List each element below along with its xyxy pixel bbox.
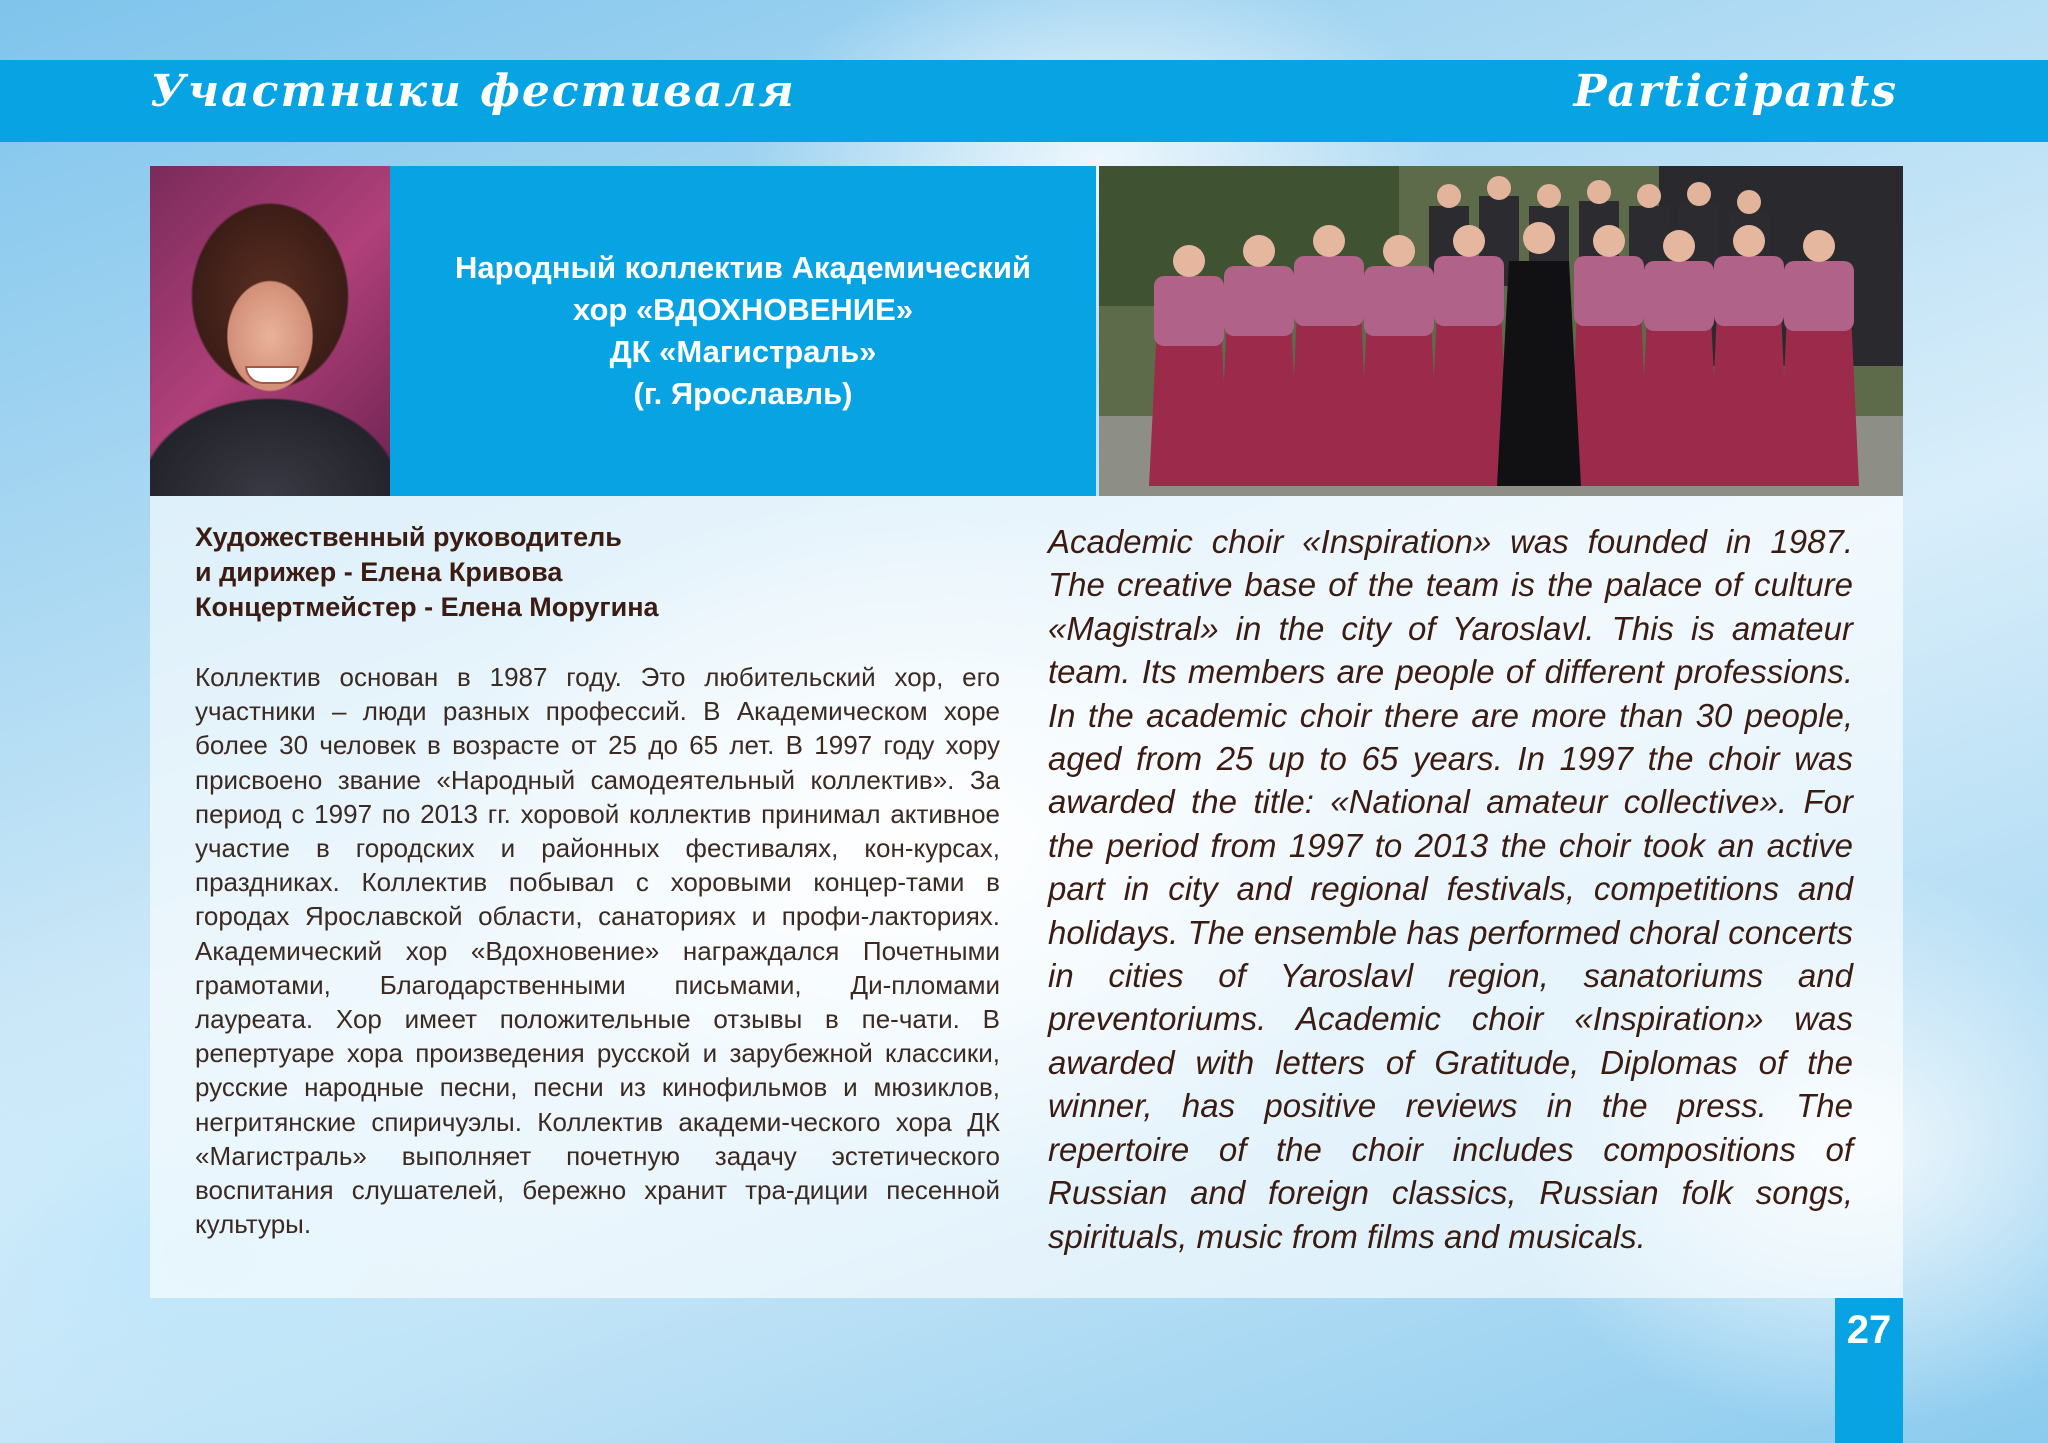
ensemble-title-line: (г. Ярославль) [633,376,853,411]
ensemble-title-line: Народный коллектив Академический [455,250,1031,285]
header-title-en: Participants [1573,66,1898,117]
credits-line: Художественный руководитель [195,522,622,552]
description-en: Academic choir «Inspiration» was founded in 1987. The creative base of the team is the palace of culture «Magistral» in the city of Yaroslavl. This is amateur team. Its members are people of different professions. In the academic choir there are more than 30 people, aged from 25 up to 65 years. In 1997 the choir was awarded the title: «National amateur collective». For the period from 1997 to 2013 the choir took an active part in city and regional festivals, competitions and holidays. The ensemble has performed choral concerts in cities of Yaroslavl region, sanatoriums and preventoriums. Academic choir «Inspiration» was awarded with letters of Gratitude, Diplomas of the winner, has positive reviews in the press. The repertoire of the choir includes compositions of Russian and foreign classics, Russian folk songs, spirituals, music from films and musicals. [1048,523,1853,1255]
description-ru: Коллектив основан в 1987 году. Это любительский хор, его участники – люди разных профессий. В Академическом хоре более 30 человек в возрасте от 25 до 65 лет. В 1997 году хору присвоено звание «Народный самодеятельный коллектив». За период с 1997 по 2013 гг. хоровой коллектив принимал активное участие в городских и районных фестивалях, кон-курсах, праздниках. Коллектив побывал с хоровыми концер-тами в городах Ярославской области, санаториях и профи-лакториях. Академический хор «Вдохновение» награждался Почетными грамотами, Благодарственными письмами, Ди-пломами лауреата. Хор имеет положительные отзывы в пе-чати. В репертуаре хора произведения русской и зарубежной классики, русские народные песни, песни из кинофильмов и мюзиклов, негритянские спиричуэлы. Коллектив академи-ческого хора ДК «Магистраль» выполняет почетную задачу эстетического воспитания слушателей, бережно хранит тра-диции песенной культуры. [195,662,1000,1240]
ensemble-title-box [390,166,1096,496]
ensemble-title-line: ДК «Магистраль» [609,334,877,369]
choir-group-photo [1099,166,1903,496]
header-title-ru: Участники фестиваля [150,66,796,117]
page-number-tab [1835,1298,1903,1443]
conductor-portrait [150,166,390,496]
credits-line: и дирижер - Елена Кривова [195,557,563,587]
portrait-smile [245,366,299,384]
choir-photo-illustration [1099,166,1903,496]
credits-line: Концертмейстер - Елена Моругина [195,592,659,622]
page-number: 27 [1846,1308,1892,1352]
credits-block [195,520,815,625]
ensemble-title-line: хор «ВДОХНОВЕНИЕ» [572,292,914,327]
